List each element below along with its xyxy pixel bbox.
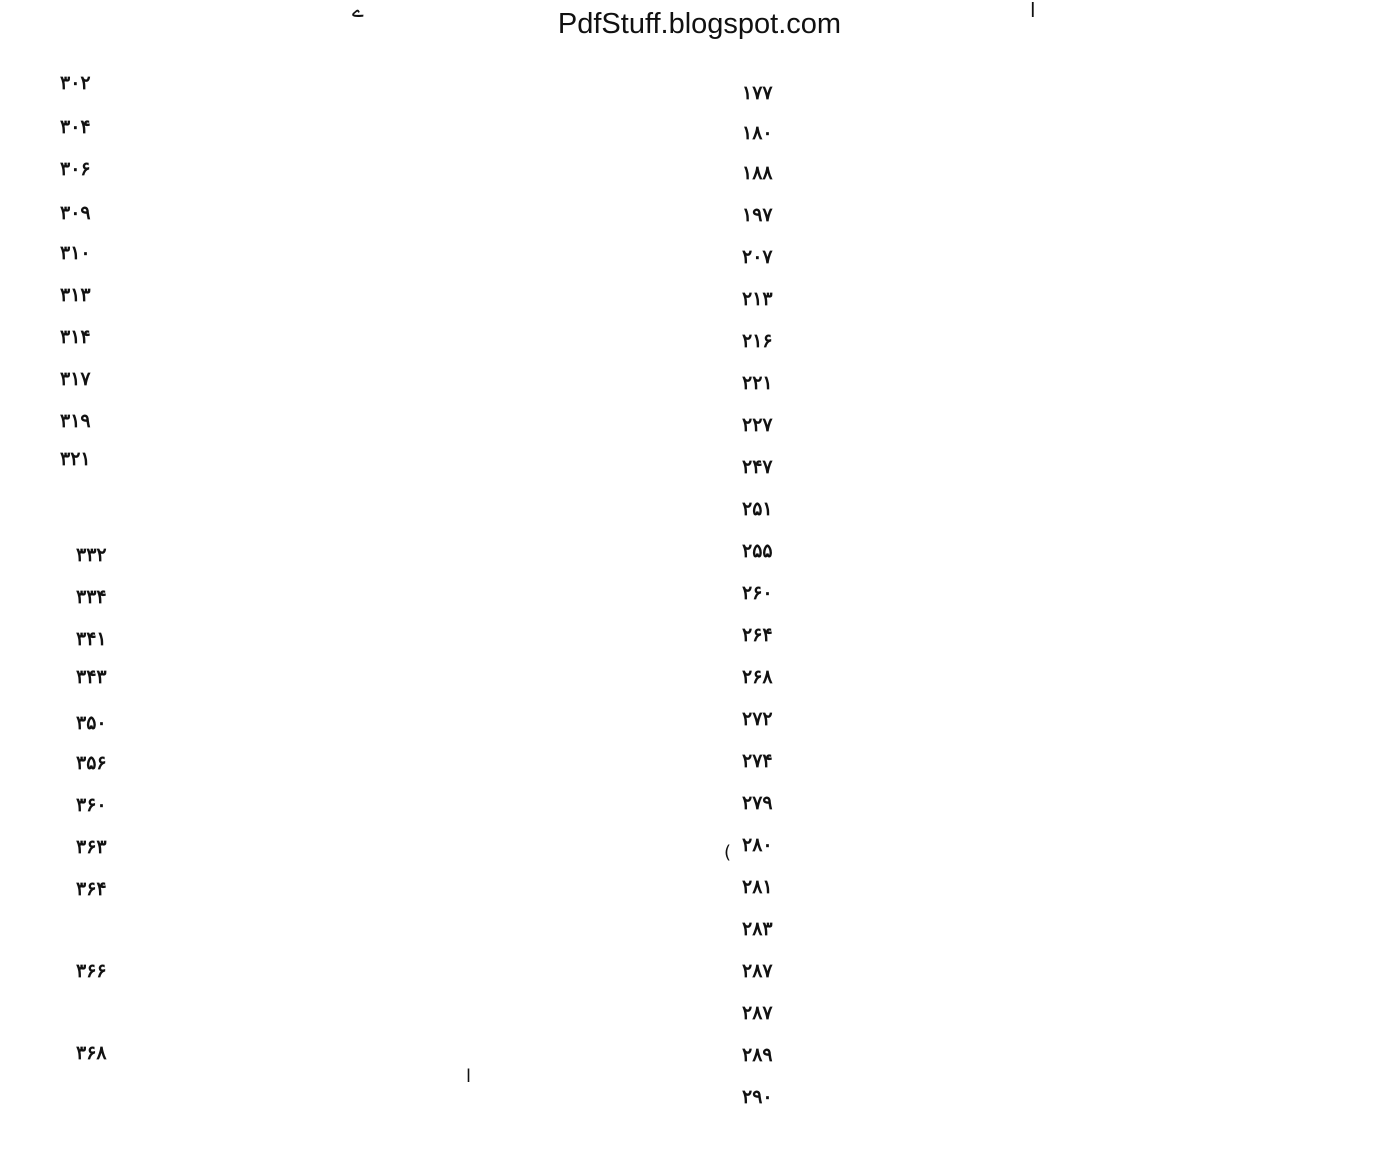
toc-entry-page: ۳۱۳ — [60, 284, 91, 306]
toc-entry-page: ۲۸۰ — [742, 834, 773, 856]
toc-entry-page: ۲۹۰ — [742, 1086, 773, 1108]
toc-entry-page: ۳۳۴ — [76, 586, 107, 608]
toc-entry-page: ۳۶۰ — [76, 794, 107, 816]
top-mark-left: ے — [352, 0, 364, 22]
toc-entry-page: ۳۶۶ — [76, 960, 107, 982]
site-watermark: PdfStuff.blogspot.com — [557, 8, 842, 40]
toc-entry-page: ۲۸۱ — [742, 876, 773, 898]
toc-entry-page: ۱۹۷ — [742, 204, 773, 226]
toc-entry-page: ۲۲۱ — [742, 372, 773, 394]
toc-entry-page: ۲۷۲ — [742, 708, 773, 730]
toc-entry-page: ۲۶۴ — [742, 624, 773, 646]
toc-entry-page: ۳۵۶ — [76, 752, 107, 774]
toc-entry-page: ۲۲۷ — [742, 414, 773, 436]
toc-entry-page: ۲۷۹ — [742, 792, 773, 814]
toc-entry-page: ۱۸۸ — [742, 162, 773, 184]
toc-entry-page: ۳۱۴ — [60, 326, 91, 348]
toc-entry-page: ۳۶۳ — [76, 836, 107, 858]
scan-mark: ا — [466, 1066, 472, 1087]
toc-entry-page: ۲۵۵ — [742, 540, 773, 562]
toc-entry-page: ۲۷۴ — [742, 750, 773, 772]
toc-entry-page: ۳۲۱ — [60, 448, 91, 470]
toc-entry-page: ۲۸۹ — [742, 1044, 773, 1066]
toc-entry-page: ۱۸۰ — [742, 122, 773, 144]
toc-entry-page: ۲۴۷ — [742, 456, 773, 478]
toc-entry-page: ۲۸۷ — [742, 960, 773, 982]
toc-entry-page: ۲۰۷ — [742, 246, 773, 268]
toc-entry-page: ۳۶۴ — [76, 878, 107, 900]
scan-mark: ( — [724, 842, 732, 863]
toc-entry-page: ۲۱۶ — [742, 330, 773, 352]
toc-entry-page: ۳۰۹ — [60, 202, 91, 224]
toc-entry-page: ۳۱۰ — [60, 242, 91, 264]
toc-entry-page: ۳۳۲ — [76, 544, 107, 566]
toc-entry-page: ۲۶۰ — [742, 582, 773, 604]
toc-entry-page: ۳۱۷ — [60, 368, 91, 390]
toc-entry-page: ۳۰۴ — [60, 116, 91, 138]
toc-entry-page: ۳۴۱ — [76, 628, 107, 650]
toc-entry-page: ۱۷۷ — [742, 82, 773, 104]
toc-entry-page: ۳۰۶ — [60, 158, 91, 180]
toc-entry-page: ۲۱۳ — [742, 288, 773, 310]
toc-entry-page: ۳۴۳ — [76, 666, 107, 688]
toc-entry-page: ۳۱۹ — [60, 410, 91, 432]
toc-entry-page: ۲۸۷ — [742, 1002, 773, 1024]
toc-entry-page: ۳۵۰ — [76, 712, 107, 734]
toc-entry-page: ۲۶۸ — [742, 666, 773, 688]
toc-entry-page: ۳۰۲ — [60, 72, 91, 94]
toc-entry-page: ۲۵۱ — [742, 498, 773, 520]
toc-entry-page: ۳۶۸ — [76, 1042, 107, 1064]
top-mark-right: ا — [1030, 0, 1036, 22]
toc-entry-page: ۲۸۳ — [742, 918, 773, 940]
